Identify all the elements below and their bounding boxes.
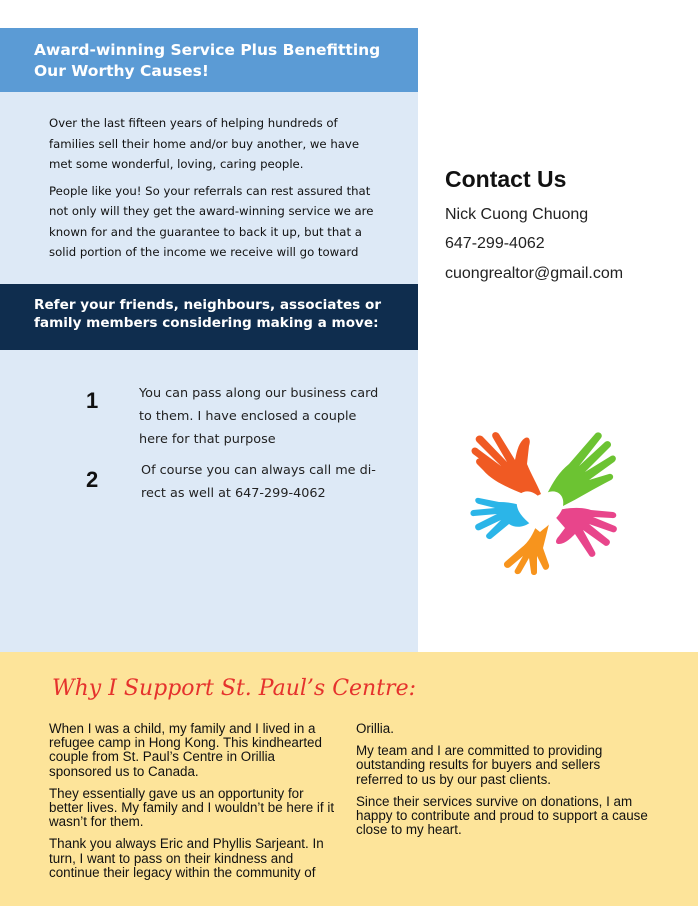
contact-title: Contact Us — [445, 166, 567, 192]
step-text: Of course you can always call me di-rect as well at 647-299-4062 — [141, 463, 376, 501]
intro-text — [49, 113, 379, 269]
award-header — [0, 28, 418, 92]
step-number: 2 — [86, 467, 99, 492]
colorful-hands-heart-icon — [455, 420, 625, 575]
intro-paragraph: Over the last fifteen years of helping hundreds of families sell their home and/or buy another, we have met some wonderful, loving, caring people. — [49, 116, 360, 171]
support-paragraph: Thank you always Eric and Phyllis Sarjeant. In turn, I want to pass on their kindness and continue their legacy within the community of — [49, 836, 324, 880]
contact-name: Nick Cuong Chuong — [445, 206, 589, 223]
step-text: You can pass along our business card to them. I have enclosed a couple here for that purpose — [139, 386, 379, 447]
support-right-column — [356, 722, 648, 845]
intro-paragraph: People like you! So your referrals can rest assured that not only will they get the award-winning service we are known for and the guarantee to back it up, but that a solid portion of the income we receive will go toward — [49, 183, 374, 259]
support-paragraph: They essentially gave us an opportunity for better lives. My family and I wouldn’t be here if it wasn’t for them. — [49, 785, 335, 830]
top-margin — [0, 0, 418, 28]
support-title: Why I Support St. Paul’s Centre: — [52, 676, 417, 701]
support-left-column — [49, 722, 339, 888]
support-paragraph: Orillia. — [356, 721, 394, 736]
support-paragraph: My team and I are committed to providing outstanding results for buyers and sellers referred to us by our past clients. — [356, 743, 603, 787]
refer-header — [0, 284, 418, 350]
contact-email[interactable]: cuongrealtor@gmail.com — [445, 265, 624, 282]
award-header-title: Award-winning Service Plus Benefitting Our Worthy Causes! — [34, 41, 381, 80]
support-paragraph: Since their services survive on donations, I am happy to contribute and proud to support a cause close to my heart. — [356, 793, 648, 838]
refer-header-title: Refer your friends, neighbours, associates or family members considering making a move: — [34, 297, 382, 331]
support-paragraph: When I was a child, my family and I lived in a refugee camp in Hong Kong. This kindhearted couple from St. Paul’s Centre in Orillia sponsored us to Canada. — [49, 721, 322, 779]
contact-phone[interactable]: 647-299-4062 — [445, 235, 545, 252]
step-number: 1 — [86, 388, 99, 413]
